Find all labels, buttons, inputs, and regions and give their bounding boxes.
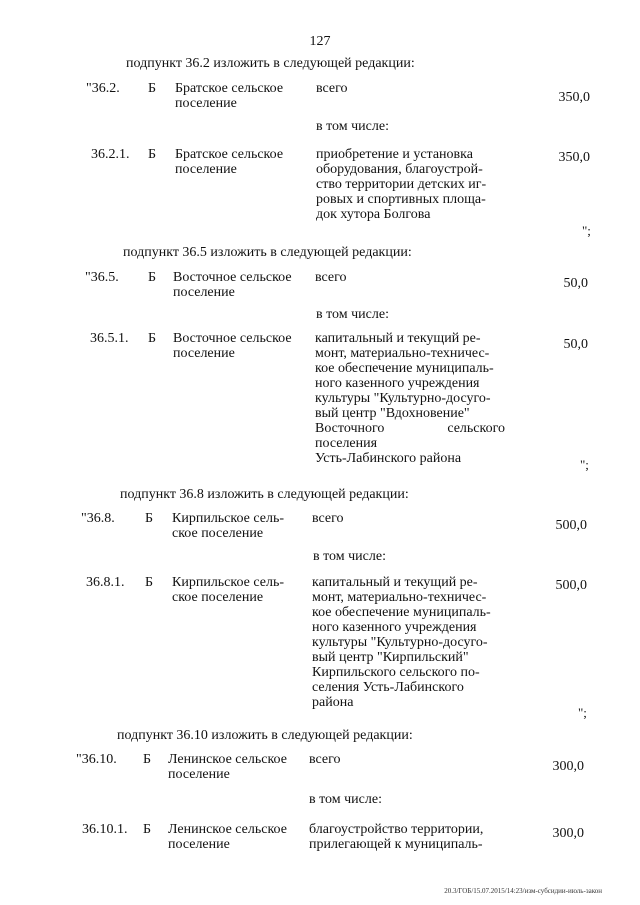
description-line: ровых и спортивных площа- — [316, 192, 486, 207]
section-heading: подпункт 36.2 изложить в следующей редакции: — [126, 56, 415, 71]
row-category: Б — [145, 575, 154, 590]
row-amount: 350,0 — [558, 150, 590, 165]
description-line: Восточного сельского поселения — [315, 421, 505, 451]
description-line: кое обеспечение муниципаль- — [315, 361, 494, 376]
description-line: вый центр "Кирпильский" — [312, 650, 469, 665]
description-line: оборудования, благоустрой- — [316, 162, 483, 177]
description-line: прилегающей к муниципаль- — [309, 837, 483, 852]
row-number: 36.5.1. — [90, 331, 129, 346]
row-category: Б — [145, 511, 154, 526]
section-heading: подпункт 36.5 изложить в следующей редакции: — [123, 245, 412, 260]
row-category: Б — [148, 147, 157, 162]
row-name: Братское сельское поселение — [175, 147, 284, 177]
row-name: Братское сельское поселение — [175, 81, 284, 111]
description-line: района — [312, 695, 354, 710]
description-line: Усть-Лабинского района — [315, 451, 462, 466]
description-line: док хутора Болгова — [316, 207, 431, 222]
row-number: "36.8. — [81, 511, 115, 526]
description-line: вый центр "Вдохновение" — [315, 406, 470, 421]
description-line: культуры "Культурно-досуго- — [315, 391, 491, 406]
description-line: ного казенного учреждения — [315, 376, 480, 391]
row-name: Кирпильское сель-ское поселение — [172, 575, 285, 605]
row-name: Восточное сельское поселение — [173, 331, 292, 361]
description-line: селения Усть-Лабинского — [312, 680, 464, 695]
row-number: "36.2. — [86, 81, 120, 96]
row-number: "36.10. — [76, 752, 117, 767]
included-label: в том числе: — [313, 549, 386, 564]
included-label: в том числе: — [316, 307, 389, 322]
row-category: Б — [148, 81, 157, 96]
row-category: Б — [143, 752, 152, 767]
included-label: в том числе: — [309, 792, 382, 807]
row-description: всего — [309, 752, 341, 767]
closing-quote: "; — [578, 705, 587, 720]
description-line: капитальный и текущий ре- — [315, 331, 481, 346]
row-category: Б — [148, 331, 157, 346]
row-description — [309, 822, 499, 852]
row-name: Ленинское сельское поселение — [168, 752, 287, 782]
included-label: в том числе: — [316, 119, 389, 134]
row-description — [316, 147, 511, 222]
closing-quote: "; — [580, 457, 589, 472]
row-amount: 50,0 — [563, 276, 588, 291]
footer-file-path: 20.3/ГОБ/15.07.2015/14:23/изм-субсидии-июль-закон — [444, 887, 602, 895]
closing-quote: "; — [582, 223, 591, 238]
row-description: всего — [316, 81, 348, 96]
description-line: ство территории детских иг- — [316, 177, 487, 192]
row-number: 36.10.1. — [82, 822, 128, 837]
row-name: Ленинское сельское поселение — [168, 822, 287, 852]
description-line: ного казенного учреждения — [312, 620, 477, 635]
row-name: Кирпильское сель-ское поселение — [172, 511, 285, 541]
page-number: 127 — [309, 34, 331, 49]
row-category: Б — [143, 822, 152, 837]
row-amount: 300,0 — [552, 759, 584, 774]
row-number: 36.2.1. — [91, 147, 130, 162]
description-line: приобретение и установка — [316, 147, 473, 162]
description-line: культуры "Культурно-досуго- — [312, 635, 488, 650]
row-description — [315, 331, 505, 466]
row-category: Б — [148, 270, 157, 285]
section-heading: подпункт 36.10 изложить в следующей редакции: — [117, 728, 413, 743]
row-amount: 300,0 — [552, 826, 584, 841]
description-line: Кирпильского сельского по- — [312, 665, 480, 680]
section-heading: подпункт 36.8 изложить в следующей редакции: — [120, 487, 409, 502]
row-description: всего — [312, 511, 344, 526]
description-line: монт, материально-техничес- — [315, 346, 490, 361]
description-line: капитальный и текущий ре- — [312, 575, 478, 590]
row-number: 36.8.1. — [86, 575, 125, 590]
row-amount: 50,0 — [563, 337, 588, 352]
description-line: благоустройство территории, — [309, 822, 484, 837]
row-amount: 350,0 — [558, 90, 590, 105]
row-description — [312, 575, 502, 710]
description-line: кое обеспечение муниципаль- — [312, 605, 491, 620]
row-number: "36.5. — [85, 270, 119, 285]
row-amount: 500,0 — [555, 518, 587, 533]
description-line: монт, материально-техничес- — [312, 590, 487, 605]
row-amount: 500,0 — [555, 578, 587, 593]
row-name: Восточное сельское поселение — [173, 270, 292, 300]
row-description: всего — [315, 270, 347, 285]
